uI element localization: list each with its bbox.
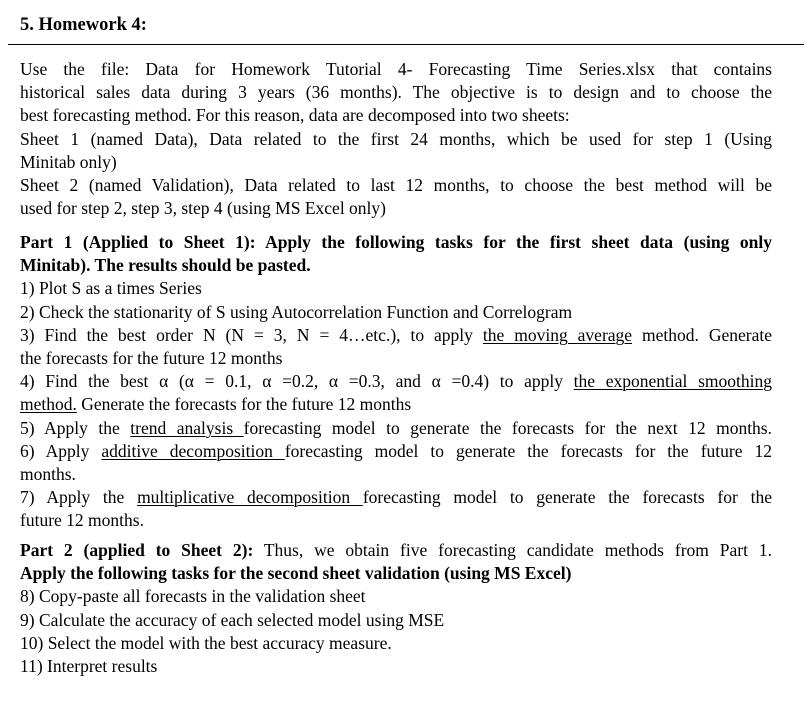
task-7-text-b: forecasting model to generate the forecasts for the xyxy=(362,487,772,508)
intro-line-7: used for step 2, step 3, step 4 (using MS Excel only) xyxy=(20,198,386,219)
task-5-text-b: forecasting model to generate the forecasts for the next 12 months. xyxy=(243,417,772,438)
intro-line-6: Sheet 2 (named Validation), Data related to last 12 months, to choose the best method will be xyxy=(20,174,772,195)
intro-line-1: Use the file: Data for Homework Tutorial 4- Forecasting Time Series.xlsx that contains xyxy=(20,59,772,79)
task-4-text-a: 4) Find the best α (α = 0.1, α =0.2, α =0.3, and α =0.4) to apply xyxy=(20,371,574,392)
task-1: 1) Plot S as a times Series xyxy=(20,278,202,299)
part2-heading-line-1 xyxy=(20,539,772,562)
task-3 xyxy=(20,324,772,347)
intro-paragraph xyxy=(20,58,772,220)
task-10: 10) Select the model with the best accuracy measure. xyxy=(20,632,392,653)
task-6-text-b: forecasting model to generate the forecasts for the future 12 xyxy=(284,440,772,461)
intro-line-2: historical sales data during 3 years (36 months). The objective is to design and to choose the xyxy=(20,82,772,103)
additive-decomposition-text: additive decomposition xyxy=(101,440,285,461)
multiplicative-decomposition-text: multiplicative decomposition xyxy=(137,487,363,508)
moving-average-link-text: the moving average xyxy=(482,324,633,345)
task-6-line-2: months. xyxy=(20,463,76,484)
task-4-line-2 xyxy=(20,393,772,416)
part1-heading-line-1: Part 1 (Applied to Sheet 1): Apply the following tasks for the first sheet data (using only xyxy=(20,232,772,252)
part1-heading-line-2: Minitab). The results should be pasted. xyxy=(20,255,311,276)
task-9: 9) Calculate the accuracy of each selected model using MSE xyxy=(20,609,445,630)
task-3-text-b: method. Generate xyxy=(632,324,772,345)
trend-analysis-text: trend analysis xyxy=(130,417,244,438)
part2-heading-rest: Thus, we obtain five forecasting candidate methods from Part 1. xyxy=(253,540,772,560)
part2-section xyxy=(20,539,772,678)
intro-line-3: best forecasting method. For this reason, data are decomposed into two sheets: xyxy=(20,105,570,126)
task-5-text-a: 5) Apply the xyxy=(20,417,131,438)
exponential-smoothing-text: the exponential smoothing xyxy=(573,371,772,392)
task-6 xyxy=(20,440,772,463)
task-4-text-b: Generate the forecasts for the future 12 months xyxy=(76,394,412,415)
task-5 xyxy=(20,417,772,440)
task-7-line-2: future 12 months. xyxy=(20,510,144,531)
exponential-smoothing-text-cont: method. xyxy=(20,394,77,415)
task-8: 8) Copy-paste all forecasts in the validation sheet xyxy=(20,586,366,607)
heading-divider xyxy=(8,44,804,45)
task-11: 11) Interpret results xyxy=(20,655,158,676)
task-7 xyxy=(20,486,772,509)
task-3-line-2: the forecasts for the future 12 months xyxy=(20,347,283,368)
intro-line-4: Sheet 1 (named Data), Data related to the first 24 months, which be used for step 1 (Using xyxy=(20,128,772,149)
part1-section xyxy=(20,231,772,532)
part2-heading-bold: Part 2 (applied to Sheet 2): xyxy=(20,540,254,560)
part2-heading-line-2: Apply the following tasks for the second sheet validation (using MS Excel) xyxy=(20,563,572,584)
homework-heading: 5. Homework 4: xyxy=(20,15,147,35)
task-4 xyxy=(20,370,772,393)
task-2: 2) Check the stationarity of S using Autocorrelation Function and Correlogram xyxy=(20,301,573,322)
intro-line-5: Minitab only) xyxy=(20,151,117,172)
task-7-text-a: 7) Apply the xyxy=(20,487,138,508)
task-3-text-a: 3) Find the best order N (N = 3, N = 4…etc.), to apply xyxy=(20,324,483,345)
task-6-text-a: 6) Apply xyxy=(20,440,102,461)
